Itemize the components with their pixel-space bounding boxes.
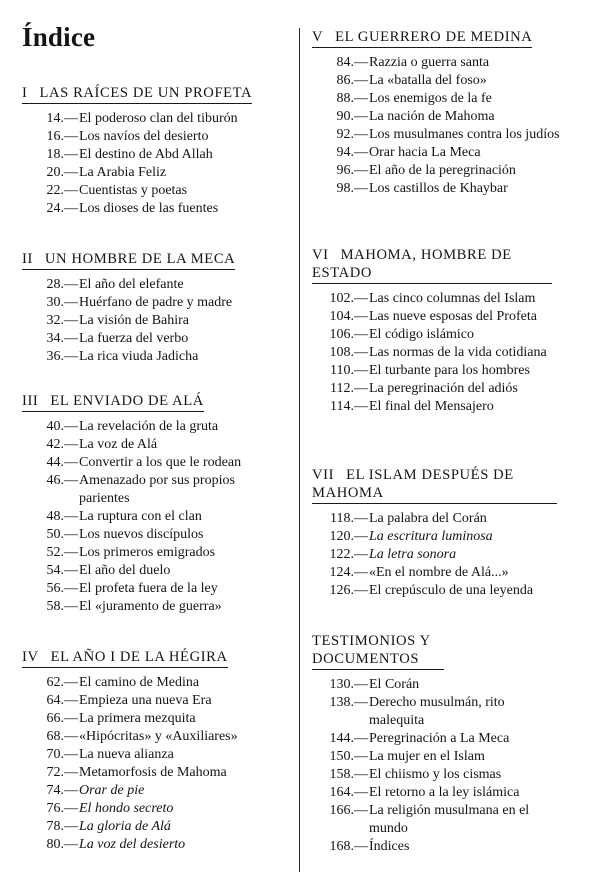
entry-title: Los nuevos discípulos [79, 527, 204, 542]
entry-page: 54.— [46, 563, 78, 578]
entry-page: 68.— [46, 729, 78, 744]
entry-page: 118.— [330, 511, 368, 526]
toc-entry [322, 54, 580, 72]
entry-title: La fuerza del verbo [79, 331, 189, 346]
entry-title: Peregrinación a La Meca [369, 731, 510, 746]
right-column [312, 0, 580, 884]
entry-title: El chiismo y los cismas [369, 767, 502, 782]
entry-title: Huérfano de padre y madre [79, 295, 233, 310]
section-testimonios [312, 632, 580, 856]
toc-entry [322, 344, 580, 362]
toc-entry [32, 580, 290, 598]
entry-page: 150.— [329, 749, 368, 764]
toc-entry [32, 128, 290, 146]
entry-title: La letra sonora [369, 547, 457, 562]
entry-page: 74.— [46, 783, 78, 798]
section-title: TESTIMONIOS Y DOCUMENTOS [312, 633, 431, 667]
entry-title: Los musulmanes contra los judíos [369, 127, 560, 142]
page-title: Índice [22, 22, 96, 52]
toc-entry [32, 782, 290, 800]
entry-title: Las cinco columnas del Islam [369, 291, 536, 306]
entry-title: Las normas de la vida cotidiana [369, 345, 547, 360]
toc-entry [32, 276, 290, 294]
entry-page: 42.— [46, 437, 78, 452]
section-title: LAS RAÍCES DE UN PROFETA [39, 85, 253, 101]
entry-title: Razzia o guerra santa [369, 55, 490, 70]
toc-entry [322, 748, 580, 766]
entry-page: 120.— [329, 529, 368, 544]
toc-entry [32, 800, 290, 818]
entry-page: 48.— [46, 509, 78, 524]
toc-entry [322, 362, 580, 380]
section-title: EL AÑO I DE LA HÉGIRA [50, 649, 228, 665]
entry-title: La ruptura con el clan [79, 509, 202, 524]
entry-title: La rica viuda Jadicha [79, 349, 199, 364]
toc-entry [32, 312, 290, 330]
entry-title: La voz del desierto [79, 837, 186, 852]
toc-entry [32, 526, 290, 544]
entry-page: 86.— [336, 73, 368, 88]
entry-title: «Hipócritas» y «Auxiliares» [79, 729, 238, 744]
entry-title: Los primeros emigrados [79, 545, 216, 560]
entry-page: 114.— [330, 399, 368, 414]
section-2 [22, 250, 290, 366]
toc-entry [32, 562, 290, 580]
toc-entry [32, 674, 290, 692]
section-heading [22, 392, 204, 412]
entry-title: El «juramento de guerra» [79, 599, 222, 614]
entry-page: 40.— [46, 419, 78, 434]
section-title: EL ISLAM DESPUÉS DE MAHOMA [312, 467, 514, 501]
section-number: III [22, 393, 39, 409]
entry-title: Cuentistas y poetas [79, 183, 188, 198]
entry-page: 24.— [46, 201, 78, 216]
entry-page: 78.— [46, 819, 78, 834]
entry-page: 62.— [46, 675, 78, 690]
entry-title: «En el nombre de Alá...» [369, 565, 509, 580]
toc-entry [322, 326, 580, 344]
entry-page: 32.— [46, 313, 78, 328]
entry-title: Orar hacia La Meca [369, 145, 481, 160]
section-heading [22, 84, 252, 104]
entry-page: 30.— [46, 295, 78, 310]
toc-entry [32, 182, 290, 200]
entry-page: 20.— [46, 165, 78, 180]
column-divider [299, 28, 300, 872]
entry-page: 106.— [329, 327, 368, 342]
entry-page: 34.— [46, 331, 78, 346]
section-3 [22, 392, 290, 616]
toc-entry [322, 510, 580, 528]
section-number: V [312, 29, 324, 45]
entry-title: El final del Mensajero [369, 399, 494, 414]
toc-entry [322, 144, 580, 162]
entry-page: 94.— [336, 145, 368, 160]
section-title: EL GUERRERO DE MEDINA [335, 29, 533, 45]
entry-title: Orar de pie [79, 783, 145, 798]
entry-page: 18.— [46, 147, 78, 162]
entry-page: 108.— [329, 345, 368, 360]
entry-title: El retorno a la ley islámica [369, 785, 520, 800]
entry-title: El año de la peregrinación [369, 163, 516, 178]
entry-title: La peregrinación del adiós [369, 381, 518, 396]
entry-page: 124.— [329, 565, 368, 580]
entry-title: La nueva alianza [79, 747, 174, 762]
entry-title: Los dioses de las fuentes [79, 201, 219, 216]
left-column [22, 0, 290, 884]
toc-entry [32, 200, 290, 218]
section-title: UN HOMBRE DE LA MECA [44, 251, 236, 267]
entry-title: La mujer en el Islam [369, 749, 485, 764]
toc-entry [322, 694, 580, 730]
toc-entry [322, 528, 580, 546]
entry-title: Metamorfosis de Mahoma [79, 765, 227, 780]
entry-page: 16.— [46, 129, 78, 144]
toc-entry [322, 766, 580, 784]
entry-page: 56.— [46, 581, 78, 596]
toc-entry [32, 728, 290, 746]
section-number: VI [312, 247, 329, 263]
section-heading [22, 648, 228, 668]
section-6 [312, 246, 580, 416]
toc-entry [322, 90, 580, 108]
toc-entry [322, 72, 580, 90]
toc-entry [322, 802, 580, 838]
toc-entry [322, 180, 580, 198]
entry-title: El destino de Abd Allah [79, 147, 213, 162]
entry-page: 158.— [329, 767, 368, 782]
entry-page: 96.— [336, 163, 368, 178]
section-heading [22, 250, 235, 270]
entry-title: Los castillos de Khaybar [369, 181, 508, 196]
toc-entry [32, 692, 290, 710]
toc-entry [322, 380, 580, 398]
toc-entry [32, 710, 290, 728]
entry-page: 164.— [329, 785, 368, 800]
entry-page: 28.— [46, 277, 78, 292]
entry-page: 126.— [329, 583, 368, 598]
section-5 [312, 28, 580, 198]
entry-title: El hondo secreto [79, 801, 174, 816]
entry-page: 46.— [46, 473, 78, 488]
entry-title: La nación de Mahoma [369, 109, 495, 124]
toc-entry [32, 294, 290, 312]
entry-title: La religión musulmana en el mundo [369, 803, 530, 836]
entry-page: 88.— [336, 91, 368, 106]
entry-title: La primera mezquita [79, 711, 196, 726]
entry-title: La Arabia Feliz [79, 165, 167, 180]
entry-page: 102.— [329, 291, 368, 306]
toc-entry [32, 348, 290, 366]
toc-entry [32, 508, 290, 526]
toc-entry [322, 784, 580, 802]
entry-title: El profeta fuera de la ley [79, 581, 218, 596]
section-number: IV [22, 649, 39, 665]
entry-title: Los enemigos de la fe [369, 91, 492, 106]
entry-title: El Corán [369, 677, 420, 692]
toc-entry [32, 110, 290, 128]
entry-page: 122.— [329, 547, 368, 562]
entry-page: 84.— [336, 55, 368, 70]
toc-entry [32, 164, 290, 182]
toc-entry [32, 746, 290, 764]
entry-page: 64.— [46, 693, 78, 708]
entry-title: El turbante para los hombres [369, 363, 530, 378]
toc-entry [322, 546, 580, 564]
entry-page: 44.— [46, 455, 78, 470]
entry-page: 98.— [336, 181, 368, 196]
section-heading [312, 28, 532, 48]
entry-page: 168.— [329, 839, 368, 854]
entry-page: 104.— [329, 309, 368, 324]
entry-page: 90.— [336, 109, 368, 124]
section-heading [312, 246, 552, 284]
entry-page: 72.— [46, 765, 78, 780]
entry-title: El camino de Medina [79, 675, 200, 690]
entry-title: El año del duelo [79, 563, 171, 578]
toc-entry [32, 598, 290, 616]
toc-entry [32, 836, 290, 854]
toc-entry [32, 146, 290, 164]
section-1 [22, 84, 290, 218]
toc-entry [32, 544, 290, 562]
entry-title: El crepúsculo de una leyenda [369, 583, 534, 598]
toc-entry [322, 730, 580, 748]
section-title: MAHOMA, HOMBRE DE ESTADO [312, 247, 512, 281]
entry-page: 144.— [329, 731, 368, 746]
entry-page: 36.— [46, 349, 78, 364]
entry-page: 110.— [330, 363, 368, 378]
section-heading [312, 632, 444, 670]
entry-page: 92.— [336, 127, 368, 142]
entry-title: Derecho musulmán, rito malequita [369, 695, 505, 728]
toc-entry [322, 582, 580, 600]
entry-title: Los navíos del desierto [79, 129, 209, 144]
toc-entry [322, 290, 580, 308]
entry-page: 130.— [329, 677, 368, 692]
toc-entry [32, 330, 290, 348]
toc-entry [322, 398, 580, 416]
entry-title: Amenazado por sus propios parientes [79, 473, 235, 506]
entry-title: Las nueve esposas del Profeta [369, 309, 537, 324]
toc-entry [32, 436, 290, 454]
section-heading [312, 466, 557, 504]
toc-entry [322, 564, 580, 582]
entry-title: Convertir a los que le rodean [79, 455, 242, 470]
entry-title: La visión de Bahira [79, 313, 190, 328]
toc-entry [322, 308, 580, 326]
entry-title: La «batalla del foso» [369, 73, 487, 88]
entry-title: El código islámico [369, 327, 474, 342]
toc-entry [322, 126, 580, 144]
toc-entry [32, 818, 290, 836]
entry-page: 76.— [46, 801, 78, 816]
toc-entry [32, 472, 290, 508]
entry-page: 80.— [46, 837, 78, 852]
entry-page: 22.— [46, 183, 78, 198]
section-title: EL ENVIADO DE ALÁ [50, 393, 204, 409]
entry-page: 112.— [330, 381, 368, 396]
section-number: I [22, 85, 28, 101]
entry-page: 66.— [46, 711, 78, 726]
entry-title: La palabra del Corán [369, 511, 487, 526]
entry-page: 52.— [46, 545, 78, 560]
entry-title: La gloria de Alá [79, 819, 171, 834]
entry-page: 50.— [46, 527, 78, 542]
toc-entry [32, 418, 290, 436]
entry-page: 14.— [46, 111, 78, 126]
toc-entry [32, 454, 290, 472]
entry-page: 58.— [46, 599, 78, 614]
section-number: II [22, 251, 33, 267]
section-7 [312, 466, 580, 600]
toc-entry [322, 838, 580, 856]
toc-entry [322, 162, 580, 180]
toc-entry [322, 108, 580, 126]
entry-title: Índices [369, 839, 410, 854]
entry-page: 138.— [329, 695, 368, 710]
entry-page: 70.— [46, 747, 78, 762]
toc-entry [32, 764, 290, 782]
section-4 [22, 648, 290, 854]
entry-title: El poderoso clan del tiburón [79, 111, 238, 126]
entry-title: La escritura luminosa [369, 529, 493, 544]
entry-title: Empieza una nueva Era [79, 693, 212, 708]
entry-page: 166.— [329, 803, 368, 818]
section-number: VII [312, 467, 335, 483]
toc-entry [322, 676, 580, 694]
entry-title: La voz de Alá [79, 437, 158, 452]
entry-title: La revelación de la gruta [79, 419, 219, 434]
entry-title: El año del elefante [79, 277, 184, 292]
